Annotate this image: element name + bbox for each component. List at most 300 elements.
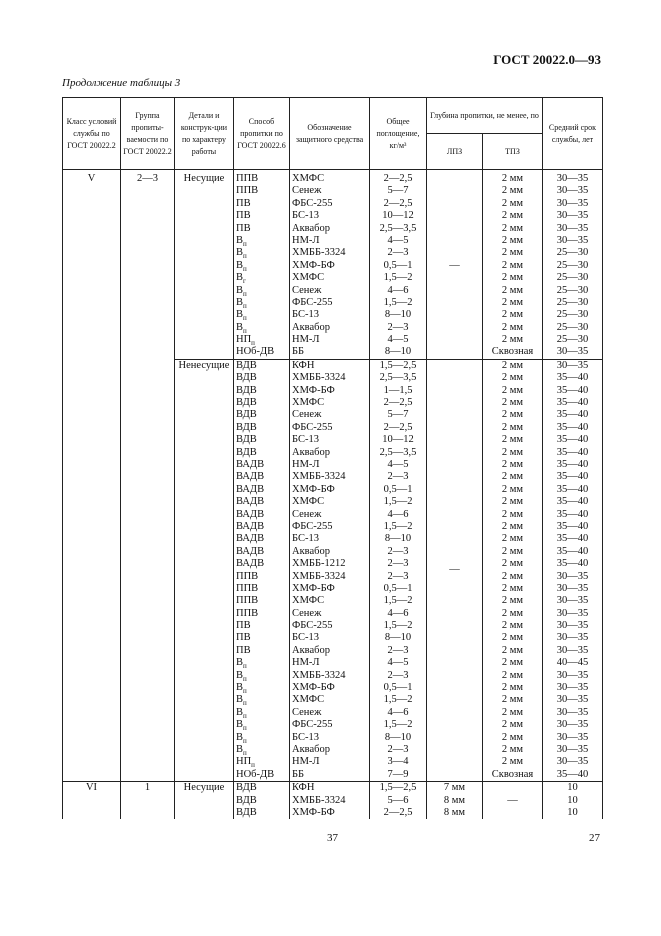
tpz-cell-row: 2 мм	[501, 607, 524, 619]
sredstvo-cell-row: НМ-Л	[292, 657, 320, 669]
srok-cell	[543, 782, 603, 820]
pogl-cell-row: 1,5—2	[383, 620, 413, 632]
sredstvo-cell-row: Аквабор	[292, 644, 331, 656]
sredstvo-cell-row: ФБС-255	[292, 197, 333, 209]
table-group-row	[63, 359, 603, 781]
klass-cell	[63, 782, 121, 820]
srok-cell-row: 30—35	[556, 694, 589, 706]
sredstvo-cell-row: ББ	[292, 768, 305, 780]
sredstvo-cell-row: ХМББ-3324	[292, 372, 346, 384]
tpz-cell-row: 2 мм	[501, 595, 524, 607]
sposob-cell-row: НОб-ДВ	[236, 768, 275, 780]
srok-cell-row: 35—40	[556, 508, 589, 520]
tpz-cell-row: 2 мм	[501, 397, 524, 409]
pogl-cell-row: 0,5—1	[383, 582, 413, 594]
srok-cell-row: 25—30	[556, 309, 589, 321]
tpz-cell-row: 2 мм	[501, 644, 524, 656]
sredstvo-cell-row: ХМФ-БФ	[292, 259, 335, 271]
srok-cell-row: 10	[567, 782, 578, 794]
srok-cell-row: 30—35	[556, 731, 589, 743]
sredstvo-cell-row: НМ-Л	[292, 234, 320, 246]
sposob-cell-row: $В_п$	[236, 296, 247, 310]
detali-cell	[175, 782, 234, 820]
sredstvo-cell-row: ХМФ-БФ	[292, 806, 335, 818]
tpz-cell-row: 2 мм	[501, 570, 524, 582]
pogl-cell-row: 3—4	[387, 756, 409, 768]
sposob-cell-row: ППВ	[236, 607, 259, 619]
sredstvo-cell-row: Сенеж	[292, 607, 322, 619]
tpz-cell	[483, 359, 543, 781]
gruppa-cell-cont	[121, 359, 175, 781]
sposob-cell-row: ВДВ	[236, 397, 257, 409]
srok-cell-row: 30—35	[556, 595, 589, 607]
tpz-cell-row: 2 мм	[501, 657, 524, 669]
tpz-cell-row: 2 мм	[501, 483, 524, 495]
pogl-cell-row: 8—10	[384, 533, 412, 545]
tpz-cell-row: 2 мм	[501, 471, 524, 483]
sposob-cell-row: ВАДВ	[236, 545, 265, 557]
srok-cell-row: 35—40	[556, 397, 589, 409]
tpz-cell-row: 2 мм	[501, 706, 524, 718]
pogl-cell-row: 2—3	[387, 644, 409, 656]
lpz-cell-row: 8 мм	[443, 794, 466, 806]
sposob-cell-row: $НП_п$	[236, 756, 255, 769]
pogl-cell-row: 2—3	[387, 558, 409, 570]
pogl-cell	[370, 170, 427, 360]
pogl-cell-row: 2—3	[387, 545, 409, 557]
srok-cell-row: 35—40	[556, 768, 589, 780]
sposob-cell-row: $В_п$	[236, 284, 247, 297]
tpz-cell-row: 2 мм	[501, 669, 524, 681]
pogl-cell-row: 2—3	[387, 471, 409, 483]
tpz-cell-row: 2 мм	[501, 719, 524, 731]
pogl-cell-row: 2—2,5	[383, 173, 413, 184]
sposob-cell-row: НОб-ДВ	[236, 346, 275, 358]
tpz-cell-row: 2 мм	[501, 309, 524, 321]
pogl-cell-row: 1—1,5	[383, 384, 413, 396]
tpz-cell-row: 2 мм	[501, 409, 524, 421]
pogl-cell-row: 4—6	[387, 607, 409, 619]
srok-cell-row: 35—40	[556, 372, 589, 384]
srok-cell-row: 30—35	[556, 173, 589, 184]
sredstvo-cell-row: ФБС-255	[292, 620, 333, 632]
srok-cell-row: 30—35	[556, 644, 589, 656]
sredstvo-cell-row: Аквабор	[292, 321, 331, 333]
gruppa-cell-text: 1	[144, 782, 151, 794]
sposob-cell-row: $В_п$	[236, 309, 247, 322]
sredstvo-cell-row: ФБС-255	[292, 421, 333, 433]
pogl-cell-row: 1,5—2	[383, 520, 413, 532]
pogl-cell-row: 5—7	[387, 409, 409, 421]
srok-cell-row: 35—40	[556, 520, 589, 532]
lpz-cell-text: —	[449, 564, 460, 576]
tpz-cell-row: 2 мм	[501, 520, 524, 532]
sredstvo-cell-row: БС-13	[292, 434, 319, 446]
tpz-cell-row: 2 мм	[501, 545, 524, 557]
sredstvo-cell-row: Аквабор	[292, 222, 331, 234]
pogl-cell-row: 0,5—1	[383, 259, 413, 271]
pogl-cell-row: 4—5	[387, 234, 409, 246]
srok-cell-row: 30—35	[556, 607, 589, 619]
pogl-cell-row: 0,5—1	[383, 682, 413, 694]
sredstvo-cell-row: БС-13	[292, 309, 319, 321]
tpz-cell-row: 2 мм	[501, 682, 524, 694]
srok-cell-row: 35—40	[556, 483, 589, 495]
detali-cell-text: Несущие	[183, 782, 225, 794]
pogl-cell-row: 2—3	[387, 570, 409, 582]
srok-cell-row: 30—35	[556, 582, 589, 594]
sposob-cell-row: $В_п$	[236, 682, 247, 695]
gruppa-cell-text: 2—3	[137, 173, 158, 184]
tpz-cell-text: —	[507, 794, 518, 806]
pogl-cell-row: 1,5—2,5	[379, 782, 417, 794]
srok-cell-row: 30—35	[556, 719, 589, 731]
srok-cell-row: 35—40	[556, 421, 589, 433]
sposob-cell-row: ПВ	[236, 210, 251, 222]
sposob-cell-row: ВАДВ	[236, 471, 265, 483]
pogl-cell-row: 1,5—2	[383, 296, 413, 308]
tpz-cell-row: 2 мм	[501, 272, 524, 284]
srok-cell-row: 35—40	[556, 545, 589, 557]
lpz-cell	[427, 170, 483, 360]
pogl-cell-row: 4—6	[387, 706, 409, 718]
tpz-cell-row: 2 мм	[501, 284, 524, 296]
sposob-cell-row: ППВ	[236, 582, 259, 594]
col-header-sposob: Способ пропитки по ГОСТ 20022.6	[234, 98, 290, 170]
srok-cell-row: 25—30	[556, 296, 589, 308]
tpz-cell-row: 2 мм	[501, 259, 524, 271]
sredstvo-cell-row: ХМББ-3324	[292, 669, 346, 681]
pogl-cell-row: 4—6	[387, 284, 409, 296]
sredstvo-cell-row: БС-13	[292, 731, 319, 743]
pogl-cell-row: 10—12	[382, 210, 414, 222]
sredstvo-cell-row: ФБС-255	[292, 520, 333, 532]
sredstvo-cell-row: ХМФС	[292, 595, 325, 607]
tpz-cell-row: 2 мм	[501, 421, 524, 433]
col-header-glubina: Глубина пропитки, не менее, по	[427, 98, 543, 134]
col-header-pogl: Общее поглощение, кг/м³	[370, 98, 427, 170]
sredstvo-cell-row: ХМФС	[292, 496, 325, 508]
srok-cell-row: 25—30	[556, 272, 589, 284]
lpz-cell-text: —	[449, 259, 460, 271]
srok-cell-row: 25—30	[556, 321, 589, 333]
sredstvo-cell-row: ХМББ-3324	[292, 471, 346, 483]
pogl-cell-row: 1,5—2	[383, 496, 413, 508]
srok-cell-row: 35—40	[556, 446, 589, 458]
lpz-cell-row: 8 мм	[443, 806, 466, 818]
col-header-detali: Детали и конструк-ции по характеру работы	[175, 98, 234, 170]
srok-cell-row: 30—35	[556, 359, 589, 371]
tpz-cell-row: 2 мм	[501, 234, 524, 246]
detali-cell	[175, 359, 234, 781]
detali-cell-text: Ненесущие	[178, 359, 230, 371]
sposob-cell-row: ВАДВ	[236, 508, 265, 520]
pogl-cell-row: 2—3	[387, 669, 409, 681]
sredstvo-cell	[290, 359, 370, 781]
klass-cell-text: V	[87, 173, 96, 184]
sposob-cell-row: $В_п$	[236, 234, 247, 248]
sposob-cell-row: ВДВ	[236, 782, 257, 794]
tpz-cell-row: 2 мм	[501, 496, 524, 508]
sposob-cell-row: ППВ	[236, 570, 259, 582]
sposob-cell-row: ППВ	[236, 595, 259, 607]
tpz-cell	[483, 170, 543, 360]
tpz-cell-row: 2 мм	[501, 731, 524, 743]
pogl-cell-row: 4—5	[387, 657, 409, 669]
table-group-row	[63, 782, 603, 820]
pogl-cell-row: 4—5	[387, 334, 409, 346]
klass-cell-text: VI	[85, 782, 98, 794]
srok-cell-row: 25—30	[556, 334, 589, 346]
pogl-cell-row: 2,5—3,5	[379, 372, 417, 384]
tpz-cell-row: 2 мм	[501, 458, 524, 470]
srok-cell-row: 25—30	[556, 247, 589, 259]
pogl-cell-row: 5—6	[387, 794, 409, 806]
detali-cell	[175, 170, 234, 360]
pogl-cell	[370, 782, 427, 820]
sredstvo-cell-row: Аквабор	[292, 743, 331, 755]
srok-cell-row: 30—35	[556, 346, 589, 358]
sposob-cell-row: $В_п$	[236, 731, 247, 744]
sposob-cell-row: ВДВ	[236, 372, 257, 384]
sposob-cell-row: ВДВ	[236, 384, 257, 396]
pogl-cell-row: 1,5—2,5	[379, 359, 417, 371]
sposob-cell-row: ВДВ	[236, 434, 257, 446]
sposob-cell-row: $В_г$	[236, 272, 246, 285]
detali-cell-text: Несущие	[183, 173, 225, 184]
sredstvo-cell-row: Сенеж	[292, 185, 322, 197]
pogl-cell-row: 2,5—3,5	[379, 446, 417, 458]
srok-cell-row: 35—40	[556, 409, 589, 421]
pogl-cell-row: 5—7	[387, 185, 409, 197]
sredstvo-cell-row: ХМФС	[292, 272, 325, 284]
sredstvo-cell-row: Сенеж	[292, 508, 322, 520]
tpz-cell-row: 2 мм	[501, 632, 524, 644]
sredstvo-cell	[290, 170, 370, 360]
sredstvo-cell-row: ХМФ-БФ	[292, 582, 335, 594]
sposob-cell	[234, 782, 290, 820]
col-header-klass: Класс условий службы по ГОСТ 20022.2	[63, 98, 121, 170]
klass-cell	[63, 170, 121, 360]
pogl-cell-row: 1,5—2	[383, 719, 413, 731]
sredstvo-cell-row: НМ-Л	[292, 756, 320, 768]
tpz-cell-row: 2 мм	[501, 694, 524, 706]
sredstvo-cell-row: ФБС-255	[292, 296, 333, 308]
page-number-left: 37	[327, 832, 338, 844]
sredstvo-cell-row: НМ-Л	[292, 458, 320, 470]
sposob-cell-row: ПВ	[236, 197, 251, 209]
sredstvo-cell-row: ХМББ-3324	[292, 794, 346, 806]
tpz-cell-row: 2 мм	[501, 372, 524, 384]
sposob-cell-row: ВАДВ	[236, 496, 265, 508]
tpz-cell-row: 2 мм	[501, 334, 524, 346]
page-number-right: 27	[589, 832, 600, 844]
srok-cell-row: 30—35	[556, 682, 589, 694]
sredstvo-cell-row: Сенеж	[292, 409, 322, 421]
tpz-cell-row: 2 мм	[501, 222, 524, 234]
sredstvo-cell-row: ХМФС	[292, 173, 325, 184]
col-header-tpz: ТПЗ	[483, 134, 543, 170]
sposob-cell-row: ВДВ	[236, 446, 257, 458]
srok-cell	[543, 170, 603, 360]
sredstvo-cell-row: ХМФ-БФ	[292, 483, 335, 495]
sposob-cell-row: $В_п$	[236, 719, 247, 732]
tpz-cell-row: 2 мм	[501, 533, 524, 545]
srok-cell-row: 30—35	[556, 234, 589, 246]
srok-cell-row: 35—40	[556, 458, 589, 470]
sredstvo-cell-row: ББ	[292, 346, 305, 358]
sredstvo-cell-row: Аквабор	[292, 545, 331, 557]
srok-cell-row: 25—30	[556, 259, 589, 271]
sposob-cell-row: ПВ	[236, 644, 251, 656]
srok-cell-row: 30—35	[556, 210, 589, 222]
tpz-cell-row: 2 мм	[501, 582, 524, 594]
sposob-cell-row: $В_п$	[236, 669, 247, 683]
sredstvo-cell-row: ФБС-255	[292, 719, 333, 731]
sredstvo-cell-row: Аквабор	[292, 446, 331, 458]
col-header-lpz: ЛПЗ	[427, 134, 483, 170]
sredstvo-cell-row: ХМФС	[292, 694, 325, 706]
sredstvo-cell-row: НМ-Л	[292, 334, 320, 346]
sposob-cell-row: ППВ	[236, 173, 259, 184]
pogl-cell-row: 2—3	[387, 321, 409, 333]
sredstvo-cell-row: БС-13	[292, 533, 319, 545]
tpz-cell-row: Сквозная	[491, 346, 534, 358]
sposob-cell-row: $В_п$	[236, 247, 247, 260]
sposob-cell-row: $В_п$	[236, 743, 247, 757]
impregnation-table	[62, 97, 603, 819]
tpz-cell-row: 2 мм	[501, 620, 524, 632]
sposob-cell-row: ВДВ	[236, 421, 257, 433]
tpz-cell-row: 2 мм	[501, 185, 524, 197]
pogl-cell-row: 2—2,5	[383, 806, 413, 818]
pogl-cell-row: 8—10	[384, 731, 412, 743]
sredstvo-cell-row: Сенеж	[292, 706, 322, 718]
pogl-cell-row: 4—5	[387, 458, 409, 470]
pogl-cell-row: 8—10	[384, 309, 412, 321]
pogl-cell-row: 2—2,5	[383, 397, 413, 409]
srok-cell-row: 30—35	[556, 185, 589, 197]
tpz-cell-row: 2 мм	[501, 247, 524, 259]
table-group-row	[63, 170, 603, 360]
pogl-cell-row: 2—2,5	[383, 421, 413, 433]
lpz-cell-row: 7 мм	[443, 782, 466, 794]
pogl-cell-row: 0,5—1	[383, 483, 413, 495]
tpz-cell-row: 2 мм	[501, 321, 524, 333]
srok-cell-row: 35—40	[556, 496, 589, 508]
pogl-cell-row: 1,5—2	[383, 694, 413, 706]
tpz-cell-row: 2 мм	[501, 756, 524, 768]
gruppa-cell	[121, 782, 175, 820]
tpz-cell-row: 2 мм	[501, 210, 524, 222]
sredstvo-cell-row: КФН	[292, 359, 315, 371]
srok-cell-row: 35—40	[556, 471, 589, 483]
pogl-cell-row: 2—3	[387, 743, 409, 755]
pogl-cell	[370, 359, 427, 781]
sredstvo-cell-row: ХМФ-БФ	[292, 682, 335, 694]
sposob-cell-row: ПВ	[236, 632, 251, 644]
sposob-cell-row: $В_п$	[236, 706, 247, 720]
col-header-oboznach: Обозначение защитного средства	[290, 98, 370, 170]
pogl-cell-row: 8—10	[384, 632, 412, 644]
col-header-srok: Средний срок службы, лет	[543, 98, 603, 170]
sposob-cell-row: $В_п$	[236, 321, 247, 335]
sposob-cell-row: ПВ	[236, 620, 251, 632]
sredstvo-cell-row: ХМББ-3324	[292, 570, 346, 582]
sredstvo-cell-row: БС-13	[292, 210, 319, 222]
sposob-cell-row: ВАДВ	[236, 458, 265, 470]
sredstvo-cell	[290, 782, 370, 820]
sredstvo-cell-row: ХМФС	[292, 397, 325, 409]
sposob-cell-row: ВАДВ	[236, 520, 265, 532]
klass-cell-cont	[63, 359, 121, 781]
srok-cell-row: 35—40	[556, 558, 589, 570]
lpz-cell	[427, 782, 483, 820]
tpz-cell-row: 2 мм	[501, 446, 524, 458]
srok-cell-row: 10	[567, 794, 578, 806]
tpz-cell-row: 2 мм	[501, 743, 524, 755]
tpz-cell-row: 2 мм	[501, 173, 524, 184]
srok-cell-row: 40—45	[556, 657, 589, 669]
tpz-cell	[483, 782, 543, 820]
srok-cell-row: 30—35	[556, 669, 589, 681]
pogl-cell-row: 2,5—3,5	[379, 222, 417, 234]
sredstvo-cell-row: Сенеж	[292, 284, 322, 296]
sposob-cell-row: $В_п$	[236, 694, 247, 707]
sredstvo-cell-row: ХМББ-3324	[292, 247, 346, 259]
tpz-cell-row: 2 мм	[501, 359, 524, 371]
srok-cell-row: 35—40	[556, 533, 589, 545]
sredstvo-cell-row: ХМББ-1212	[292, 558, 346, 570]
sposob-cell-row: ПВ	[236, 222, 251, 234]
pogl-cell-row: 10—12	[382, 434, 414, 446]
sposob-cell-row: ВДВ	[236, 794, 257, 806]
srok-cell-row: 10	[567, 806, 578, 818]
pogl-cell-row: 1,5—2	[383, 272, 413, 284]
sposob-cell-row: $В_п$	[236, 657, 247, 670]
sposob-cell-row: ВАДВ	[236, 483, 265, 495]
tpz-cell-row: Сквозная	[491, 768, 534, 780]
sposob-cell-row: ВДВ	[236, 409, 257, 421]
pogl-cell-row: 4—6	[387, 508, 409, 520]
srok-cell-row: 35—40	[556, 384, 589, 396]
tpz-cell-row: 2 мм	[501, 384, 524, 396]
sredstvo-cell-row: КФН	[292, 782, 315, 794]
srok-cell-row: 25—30	[556, 284, 589, 296]
tpz-cell-row: 2 мм	[501, 434, 524, 446]
sposob-cell-row: $В_п$	[236, 259, 247, 273]
pogl-cell-row: 1,5—2	[383, 595, 413, 607]
srok-cell-row: 30—35	[556, 222, 589, 234]
tpz-cell-row: 2 мм	[501, 558, 524, 570]
srok-cell-row: 35—40	[556, 434, 589, 446]
srok-cell	[543, 359, 603, 781]
sposob-cell-row: ВДВ	[236, 359, 257, 371]
sredstvo-cell-row: ХМФ-БФ	[292, 384, 335, 396]
tpz-cell-row: 2 мм	[501, 508, 524, 520]
lpz-cell	[427, 359, 483, 781]
srok-cell-row: 30—35	[556, 197, 589, 209]
srok-cell-row: 30—35	[556, 620, 589, 632]
tpz-cell-row: 2 мм	[501, 296, 524, 308]
srok-cell-row: 30—35	[556, 756, 589, 768]
col-header-gruppa: Группа пропиты-ваемости по ГОСТ 20022.2	[121, 98, 175, 170]
sposob-cell-row: $НП_п$	[236, 334, 255, 347]
sposob-cell-row: ВАДВ	[236, 558, 265, 570]
sposob-cell-row: ППВ	[236, 185, 259, 197]
document-id: ГОСТ 20022.0—93	[493, 52, 601, 67]
sposob-cell-row: ВДВ	[236, 806, 257, 818]
